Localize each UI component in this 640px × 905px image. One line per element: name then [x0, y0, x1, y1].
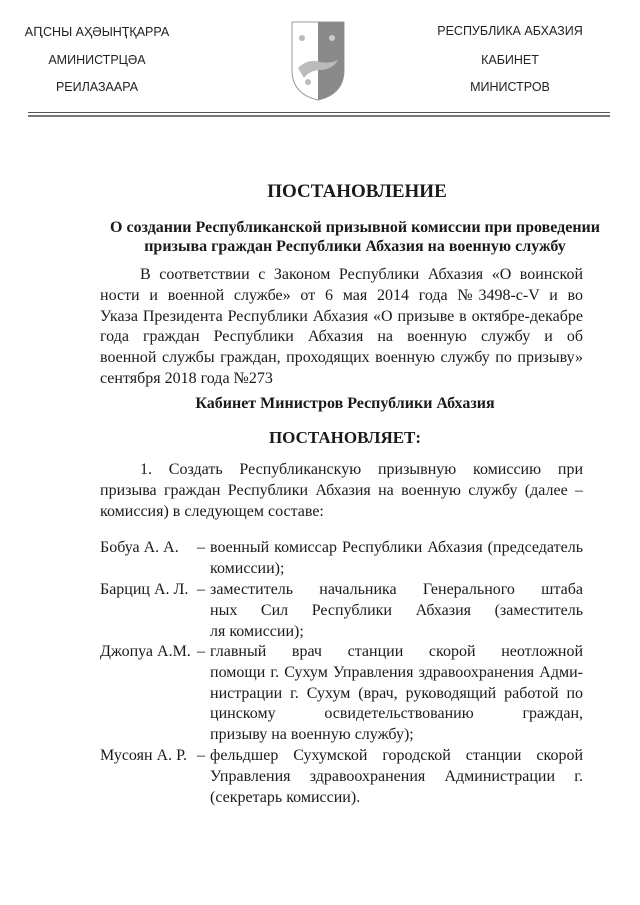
member-dash: –: [197, 581, 205, 598]
member-dash: –: [197, 539, 205, 556]
item-1-line: 1. Создать Республиканскую призывную комиссию при: [140, 461, 583, 478]
document-title: ПОСТАНОВЛЕНИЕ: [267, 181, 447, 202]
member-role-line: ля комиссии);: [210, 622, 304, 640]
member-role-line: комиссии);: [210, 559, 285, 577]
subtitle-line: призыва граждан Республики Абхазия на военную службу: [144, 238, 566, 255]
item-1-line: комиссия) в следующем составе:: [100, 502, 324, 520]
member-name: Барциц А. Л.: [100, 581, 189, 598]
member-role-line: фельдшер Сухумской городской станции скорой: [210, 747, 583, 764]
item-1-paragraph: [100, 460, 583, 522]
preamble-line: Указа Президента Республики Абхазия «О призыве в октябре-декабре: [100, 307, 583, 325]
subtitle-line: О создании Республиканской призывной комиссии при проведении: [110, 219, 600, 236]
member-role-line: военный комиссар Республики Абхазия (председатель: [210, 539, 583, 556]
member-dash: –: [197, 747, 205, 764]
header-divider-double: [28, 115, 610, 117]
member-name: Бобуа А. А.: [100, 539, 179, 556]
header-left-line-1: АԤСНЫ АҲӘЫНҬҚАРРА: [24, 25, 170, 39]
member-role-line: главный врач станции скорой неотложной: [210, 643, 583, 660]
item-1-line: призыва граждан Республики Абхазия на военную службу (далее –: [100, 481, 583, 499]
preamble-line: ности и военной службе» от 6 мая 2014 года №3498-с-V и во: [100, 286, 583, 304]
resolves-heading: ПОСТАНОВЛЯЕТ:: [268, 428, 422, 447]
member-dash: –: [197, 643, 205, 660]
header-right-line-3: МИНИСТРОВ: [470, 80, 550, 94]
member-role-line: (секретарь комиссии).: [210, 788, 361, 806]
preamble-line: сентября 2018 года №273: [100, 369, 273, 387]
issuing-body: Кабинет Министров Республики Абхазия: [195, 395, 495, 412]
document-subtitle: [100, 218, 610, 256]
header-left-line-3: РЕИЛАЗААРА: [55, 80, 139, 94]
preamble-line: года граждан Республики Абхазия на военную службу и об: [100, 328, 583, 346]
header-right-line-1: РЕСПУБЛИКА АБХАЗИЯ: [437, 24, 583, 38]
member-role-line: призыву на военную службу);: [210, 726, 414, 744]
member-role-line: ных Сил Республики Абхазия (заместитель: [210, 601, 583, 619]
member-role-line: заместитель начальника Генерального штаба: [210, 581, 583, 598]
member-role-line: Управления здравоохранения Администрации г.: [210, 767, 583, 785]
header-left-line-2: АМИНИСТРЦӘА: [48, 53, 146, 67]
member-role-line: помощи г. Сухум Управления здравоохранения Адми-: [210, 663, 583, 681]
member-name: Джопуа А.М.: [100, 643, 191, 660]
coat-of-arms-emblem: [290, 20, 346, 102]
header-right-line-2: КАБИНЕТ: [481, 53, 539, 67]
member-role-line: нистрации г. Сухум (врач, руководящий работой по: [210, 684, 583, 702]
preamble-paragraph: [100, 265, 583, 390]
preamble-line: военной службы граждан, проходящих военную службу по призыву»: [100, 349, 583, 367]
header-divider: [28, 112, 610, 113]
preamble-line: В соответствии с Законом Республики Абхазия «О воинской: [140, 266, 583, 283]
member-role-line: цинскому освидетельствованию граждан,: [210, 705, 583, 723]
member-name: Мусоян А. Р.: [100, 747, 187, 764]
